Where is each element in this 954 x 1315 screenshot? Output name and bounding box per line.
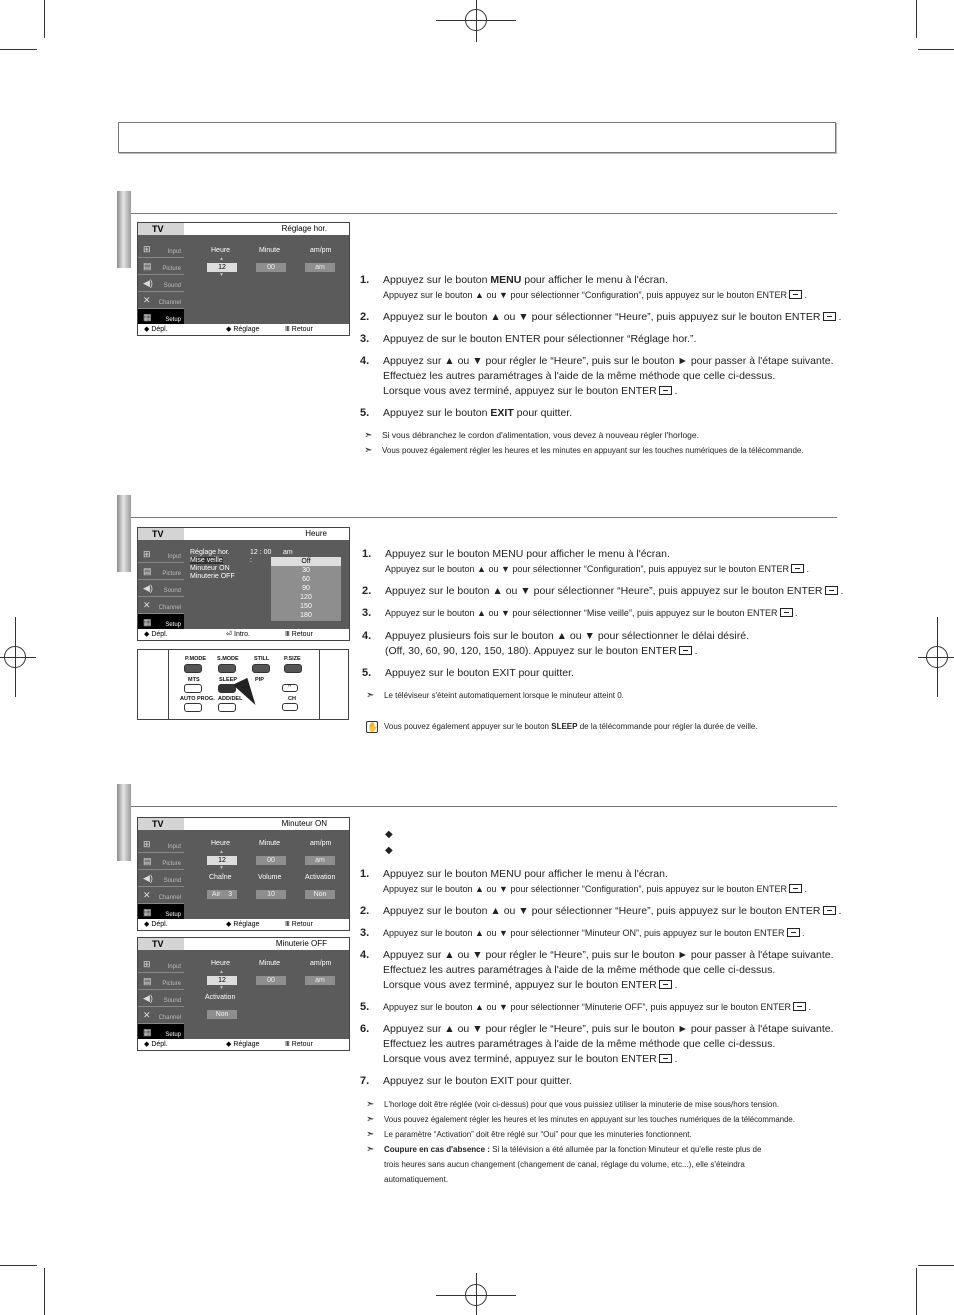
hand-tip-icon: ✋ [367,722,379,732]
mts-button[interactable] [184,684,202,693]
auto-prog-button[interactable] [184,703,202,712]
section-rule [131,806,837,807]
bullet-diamond: ◆ [385,845,393,856]
hour-field[interactable]: 12 [207,856,237,865]
input-icon: ⊞ [143,959,151,969]
menu-item-timer-off[interactable]: Minuterie OFF [190,573,235,580]
registration-mark [926,646,948,668]
channel-icon: ✕ [143,890,151,900]
registration-mark [465,9,487,31]
setup-icon: ▦ [143,312,152,322]
registration-mark [465,1284,487,1306]
crop-mark [0,1265,37,1266]
menu-item-sleep[interactable]: Mise veille [190,557,223,564]
picture-icon: ▤ [143,976,152,986]
volume-field[interactable]: 10 [256,890,286,899]
picture-icon: ▤ [143,566,152,576]
tv-menu-clock-set: TV Réglage hor. ⊞ Input ▤ Picture ◀) Sound ✕ Channel ▦ Setup Heure Minute am/pm ▲ 12 ▼ 00 am ◆ Dépl. ◆ Réglage Ⅲ Retour [137,222,350,336]
crop-mark [918,49,954,50]
sleep-options-list[interactable]: Off 30 60 90 120 150 180 [271,557,341,621]
hour-field[interactable]: 12 [207,263,237,272]
channel-icon: ✕ [143,295,151,305]
minute-field[interactable]: 00 [256,263,286,272]
setup-icon: ▦ [143,1027,152,1037]
minute-field[interactable]: 00 [256,856,286,865]
section-bar [117,495,131,572]
hour-field[interactable]: 12 [207,976,237,985]
crop-mark [916,0,917,38]
bullet-diamond: ◆ [385,829,393,840]
ampm-field[interactable]: am [305,976,335,985]
setup-icon: ▦ [143,617,152,627]
activation-field[interactable]: Non [305,890,335,899]
add-del-button[interactable] [218,703,236,712]
remote-control-illustration: P.MODE S.MODE STILL P.SIZE MTS SLEEP PIP ^ AUTO PROG. ADD/DEL CH [137,649,349,720]
channel-down-button[interactable] [282,703,298,711]
tv-menu-timer-off: TV Minuterie OFF ⊞ Input ▤ Picture ◀) Sound ✕ Channel ▦ Setup Heure Minute am/pm ▲ 12 ▼ 00 am Activation Non ◆ Dépl. ◆ Réglage Ⅲ Retour [137,937,350,1051]
section-bar [117,784,131,861]
sound-icon: ◀) [143,993,153,1003]
smode-button[interactable] [218,664,236,673]
section-rule [131,517,837,518]
tv-label: TV [152,224,164,234]
crop-mark [44,1268,45,1315]
ampm-field[interactable]: am [305,263,335,272]
minute-field[interactable]: 00 [256,976,286,985]
ampm-field[interactable]: am [305,856,335,865]
channel-icon: ✕ [143,1010,151,1020]
menu-item-clock-set[interactable]: Réglage hor. [190,549,230,556]
registration-mark [4,646,26,668]
crop-mark [0,49,37,50]
section-rule [131,213,837,214]
sound-icon: ◀) [143,278,153,288]
step-1-sub: Appuyez sur le bouton ▲ ou ▼ pour sélectionner “Configuration”, puis appuyez sur le bouton ENTER . [383,290,808,300]
input-icon: ⊞ [143,839,151,849]
section-bar [117,191,131,268]
note-absence-cont: trois heures sans aucun changement (changement de canal, réglage du volume, etc...), elle s'éteindra [384,1160,745,1169]
note-absence-cont: automatiquement. [384,1175,449,1184]
input-icon: ⊞ [143,244,151,254]
psize-button[interactable] [284,664,302,673]
crop-mark [44,0,45,38]
menu-item-timer-on[interactable]: Minuteur ON [190,565,230,572]
crop-mark [918,1265,954,1266]
tv-menu-sleep-timer: TV Heure ⊞ Input ▤ Picture ◀) Sound ✕ Channel ▦ Setup Réglage hor. 12 : 00 am Mise veille : Minuteur ON Minuterie OFF Off 30 60 90 120 150 180 ◆ Dépl. ⏎ Intro. Ⅲ Retour [137,527,350,641]
enter-icon: ⏎ [226,631,232,638]
page-title-box [118,122,836,153]
picture-icon: ▤ [143,856,152,866]
sound-icon: ◀) [143,873,153,883]
tv-menu-timer-on: TV Minuteur ON ⊞ Input ▤ Picture ◀) Sound ✕ Channel ▦ Setup Heure Minute am/pm ▲ 12 ▼ 00 am Chaîne Volume Activation Air 3 10 Non ◆ Dépl. ◆ Réglage Ⅲ Retour [137,817,350,931]
pmode-button[interactable] [184,664,202,673]
step-1-sub: Appuyez sur le bouton ▲ ou ▼ pour sélectionner “Configuration”, puis appuyez sur le bouton ENTER . [383,884,808,894]
still-button[interactable] [252,664,270,673]
crop-mark [916,1268,917,1315]
menu-title: Réglage hor. [281,224,327,233]
sound-icon: ◀) [143,583,153,593]
channel-icon: ✕ [143,600,151,610]
channel-field[interactable]: Air 3 [207,890,237,899]
setup-icon: ▦ [143,907,152,917]
activation-field[interactable]: Non [207,1010,237,1019]
step-1-sub: Appuyez sur le bouton ▲ ou ▼ pour sélectionner “Configuration”, puis appuyez sur le bouton ENTER . [385,564,810,574]
input-icon: ⊞ [143,549,151,559]
picture-icon: ▤ [143,261,152,271]
